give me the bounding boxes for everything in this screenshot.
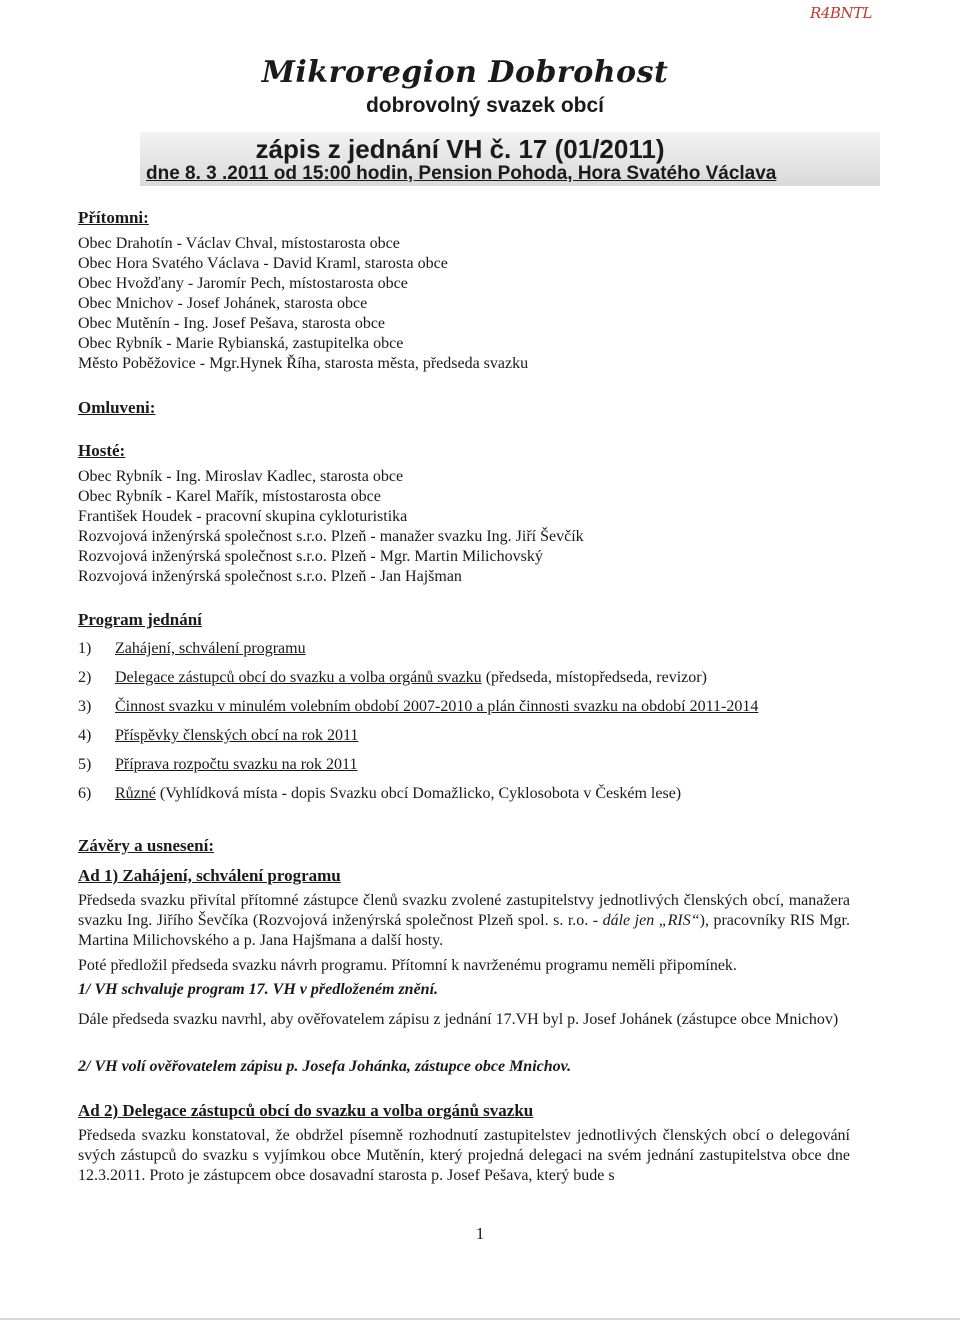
list-item: Obec Hvožďany - Jaromír Pech, místostarosta obce: [78, 275, 408, 292]
program-item: [78, 669, 707, 687]
ad2-heading: Ad 2) Delegace zástupců obcí do svazku a volba orgánů svazku: [78, 1101, 534, 1120]
resolution-2: 2/ VH volí ověřovatelem zápisu p. Josefa Johánka, zástupce obce Mnichov.: [78, 1058, 572, 1075]
ad2-paragraph-1: Předseda svazku konstatoval, že obdržel písemně rozhodnutí zastupitelstev jednotlivých členských obcí o delegování svých zástupců do svazku s vyjímkou obce Mutěnín, který projedná delegaci na svém jednání zastupitelstva obce dne 12.3.2011. Proto je zástupcem obce dosavadní starosta p. Josef Pešava, který bude s: [78, 1127, 850, 1184]
item-title: Příprava rozpočtu svazku na rok 2011: [115, 756, 358, 773]
meeting-date-line: dne 8. 3 .2011 od 15:00 hodin, Pension Pohoda, Hora Svatého Václava: [146, 163, 777, 184]
list-item: Obec Drahotín - Václav Chval, místostarosta obce: [78, 235, 400, 252]
ad1-paragraph-2: Poté předložil předseda svazku návrh programu. Přítomní k navrženému programu neměli připomínek.: [78, 957, 737, 974]
list-item: Rozvojová inženýrská společnost s.r.o. Plzeň - Jan Hajšman: [78, 568, 462, 585]
item-note: (Vyhlídková místa - dopis Svazku obcí Domažlicko, Cyklosobota v Českém lese): [155, 785, 682, 802]
text-run: Předseda svazku přivítal přítomné zástupce členů svazku zvolené zastupitelstvy jednotlivých členských obcí, manažera svazku Ing. Jiřího Ševčíka (Rozvojová inženýrská společnost Plzeň spol. s. r.o. -: [78, 892, 850, 929]
guests-label: Hosté:: [78, 441, 126, 460]
ad1-paragraph-3: Dále předseda svazku navrhl, aby ověřovatelem zápisu z jednání 17.VH byl p. Josef Johánek (zástupce obce Mnichov): [78, 1011, 839, 1028]
item-title: Činnost svazku v minulém volebním období 2007-2010 a plán činnosti svazku na období 2011-2014: [115, 698, 759, 715]
excused-label: Omluveni:: [78, 398, 156, 417]
organization-title: Mikroregion Dobrohost: [261, 55, 669, 90]
list-item: Obec Rybník - Ing. Miroslav Kadlec, starosta obce: [78, 468, 404, 485]
item-number: 3): [78, 698, 92, 715]
guests-list: [78, 467, 584, 587]
list-item: Obec Mnichov - Josef Johánek, starosta obce: [78, 295, 368, 312]
page-number: 1: [475, 1224, 485, 1243]
document-header: [0, 55, 960, 118]
handwritten-initials: R4BNTL: [810, 4, 872, 22]
program-item: [78, 727, 358, 745]
list-item: Rozvojová inženýrská společnost s.r.o. Plzeň - Mgr. Martin Milichovský: [78, 548, 543, 565]
item-title: Různé: [115, 785, 156, 802]
list-item: Obec Mutěnín - Ing. Josef Pešava, starosta obce: [78, 315, 386, 332]
program-item: [78, 785, 681, 803]
list-item: Obec Rybník - Marie Rybianská, zastupitelka obce: [78, 335, 404, 352]
list-item: František Houdek - pracovní skupina cykloturistika: [78, 508, 408, 525]
item-number: 6): [78, 785, 92, 802]
item-number: 4): [78, 727, 92, 744]
resolution-1: 1/ VH schvaluje program 17. VH v předloženém znění.: [78, 981, 439, 998]
program-item: [78, 698, 758, 716]
item-number: 5): [78, 756, 92, 773]
text-run-italic: dále jen „RIS“: [602, 912, 700, 929]
item-title: Zahájení, schválení programu: [115, 640, 306, 657]
program-label: Program jednání: [78, 610, 202, 629]
item-number: 1): [78, 640, 92, 657]
list-item: Obec Hora Svatého Václava - David Kraml, starosta obce: [78, 255, 448, 272]
scan-edge-line: [0, 1318, 960, 1320]
program-item: [78, 640, 306, 658]
list-item: Město Poběžovice - Mgr.Hynek Říha, starosta města, předseda svazku: [78, 355, 529, 372]
item-title: Delegace zástupců obcí do svazku a volba orgánů svazku: [115, 669, 482, 686]
present-label: Přítomni:: [78, 208, 149, 227]
program-item: [78, 756, 357, 774]
item-note: (předseda, místopředseda, revizor): [481, 669, 707, 686]
text-run: ), pracovníky RIS Mgr. Martina Milichovského a p. Jana Hajšmana a další hosty.: [78, 912, 850, 949]
list-item: Obec Rybník - Karel Mařík, místostarosta obce: [78, 488, 381, 505]
item-number: 2): [78, 669, 92, 686]
organization-subtitle: dobrovolný svazek obcí: [365, 94, 605, 117]
list-item: Rozvojová inženýrská společnost s.r.o. Plzeň - manažer svazku Ing. Jiří Ševčík: [78, 528, 584, 545]
minutes-title: zápis z jednání VH č. 17 (01/2011): [255, 134, 665, 164]
item-title: Příspěvky členských obcí na rok 2011: [115, 727, 359, 744]
ad1-paragraph-1: [78, 891, 850, 951]
conclusions-label: Závěry a usnesení:: [78, 836, 214, 855]
present-list: [78, 234, 528, 374]
ad1-heading: Ad 1) Zahájení, schválení programu: [78, 866, 341, 885]
